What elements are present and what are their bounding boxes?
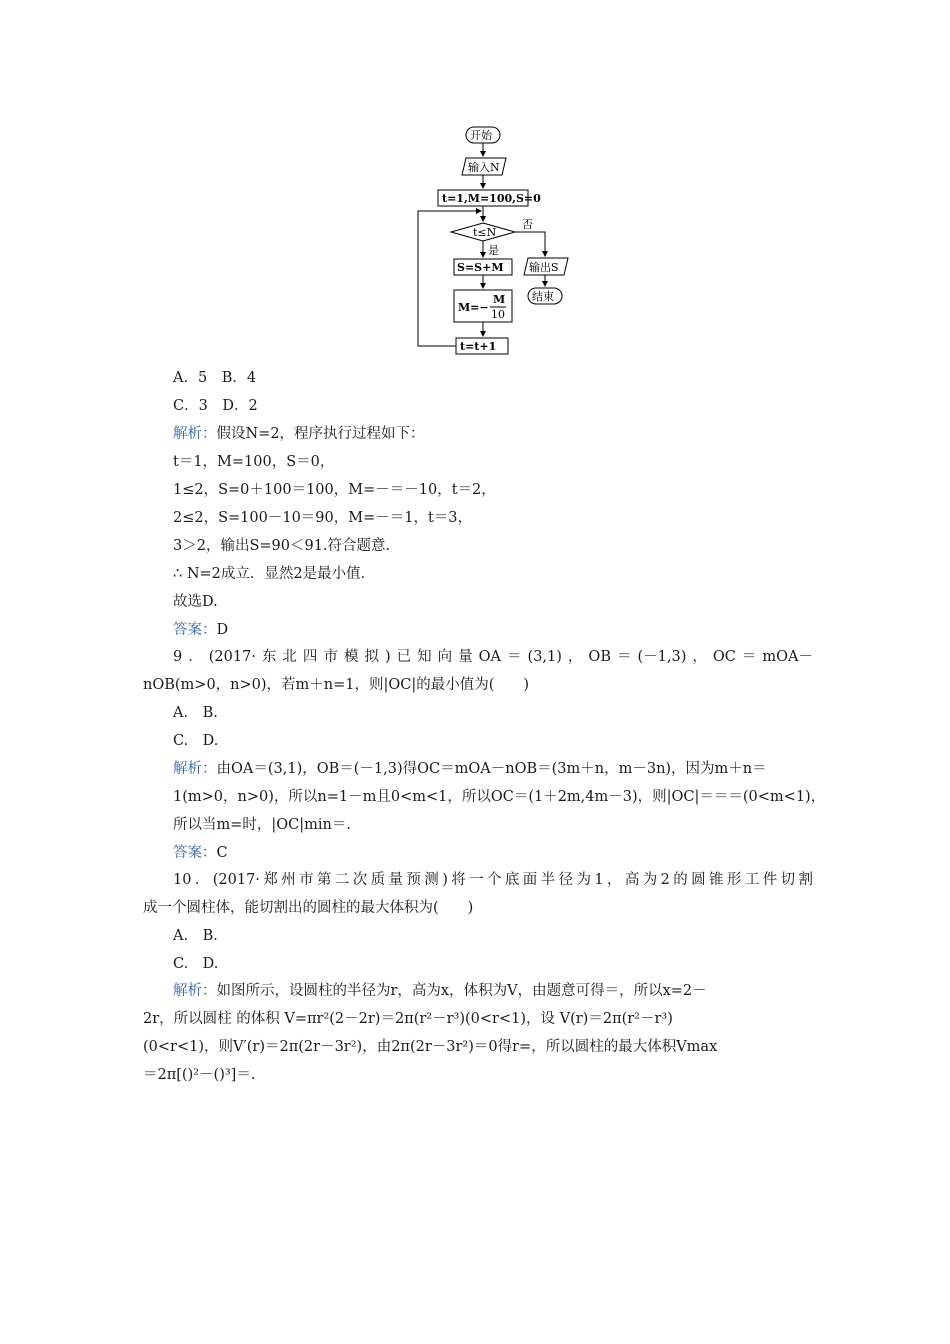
divide-denominator: 10 (491, 308, 505, 321)
init-label: t=1,M=100,S=0 (442, 192, 541, 205)
q10-analysis-line-2: 2r，所以圆柱 的体积 V=πr²(2－2r)＝2π(r²－r³)(0<r<1)，设 V(r)＝2π(r²－r³) (143, 1011, 673, 1027)
q8-analysis (173, 425, 425, 443)
output-label: 输出S (529, 261, 559, 274)
start-label: 开始 (470, 129, 492, 142)
q10-options-cd: C. D. (173, 956, 219, 972)
answer-value: C (216, 845, 228, 861)
q8-options-ab: A．5 B．4 (173, 370, 257, 386)
q8-answer (173, 621, 228, 639)
input-label: 输入N (468, 161, 500, 174)
analysis-text: 由OA＝(3,1)，OB＝(－1,3)得OC＝mOA－nOB＝(3m＋n，m－3n)，因为m＋n＝ (216, 761, 767, 777)
q8-step-2: 1≤2，S=0＋100＝100，M=－＝－10，t＝2， (173, 482, 496, 498)
q10-stem-line-2: 成一个圆柱体，能切割出的圆柱的最大体积为( ) (143, 900, 474, 916)
q9-analysis-line-3: 所以当m=时，|OC|min＝. (173, 817, 351, 833)
condition-label: t≤N (473, 226, 497, 239)
q8-step-6: 故选D. (173, 594, 218, 610)
q9-analysis-line-1 (173, 760, 813, 778)
end-label: 结束 (532, 290, 554, 303)
sum-label: S=S+M (457, 261, 504, 274)
algorithm-flowchart (400, 118, 600, 363)
q9-options-cd: C. D. (173, 733, 219, 749)
answer-value: D (216, 622, 229, 638)
analysis-text: 如图所示，设圆柱的半径为r，高为x，体积为V，由题意可得＝，所以x=2－ (216, 983, 707, 999)
q10-analysis-line-1 (173, 982, 707, 1000)
q9-stem-line-1: 9．(2017·东北四市模拟)已知向量OA＝(3,1)，OB＝(－1,3)，OC＝mOA－ (173, 649, 813, 665)
q10-stem-line-1: 10．(2017·郑州市第二次质量预测)将一个底面半径为1，高为2的圆锥形工件切割 (173, 872, 813, 888)
q9-answer (173, 844, 228, 862)
analysis-label: 解析： (173, 983, 217, 999)
q8-step-3: 2≤2，S=100－10＝90，M=－＝1，t＝3， (173, 510, 473, 526)
q8-step-4: 3＞2，输出S=90＜91.符合题意. (173, 538, 391, 554)
analysis-label: 解析： (173, 761, 217, 777)
answer-label: 答案： (173, 845, 217, 861)
q8-step-5: ∴ N=2成立．显然2是最小值． (173, 566, 376, 582)
q10-analysis-line-3: (0<r<1)，则V′(r)＝2π(2r－3r²)，由2π(2r－3r²)＝0得r=，所以圆柱的最大体积Vmax (143, 1039, 718, 1055)
answer-label: 答案： (173, 622, 217, 638)
increment-label: t=t+1 (460, 340, 497, 353)
q10-options-ab: A. B. (173, 928, 218, 944)
q9-analysis-line-2: 1(m>0，n>0)，所以n=1－m且0<m<1，所以OC＝(1＋2m,4m－3)，则|OC|＝＝＝(0<m<1)， (173, 789, 826, 805)
q9-options-ab: A. B. (173, 705, 218, 721)
analysis-text: 假设N=2，程序执行过程如下： (216, 426, 425, 442)
analysis-label: 解析： (173, 426, 217, 442)
q8-step-1: t＝1，M=100，S＝0， (173, 454, 335, 470)
q8-options-cd: C．3 D．2 (173, 398, 258, 414)
q10-analysis-line-4: ＝2π[()²－()³]＝. (143, 1067, 256, 1083)
divide-left-label: M=− (458, 301, 489, 314)
q9-stem-line-2: nOB(m>0，n>0)，若m＋n=1，则|OC|的最小值为( ) (143, 677, 530, 693)
yes-label: 是 (488, 244, 499, 257)
divide-numerator: M (493, 293, 506, 306)
no-label: 否 (522, 218, 533, 231)
